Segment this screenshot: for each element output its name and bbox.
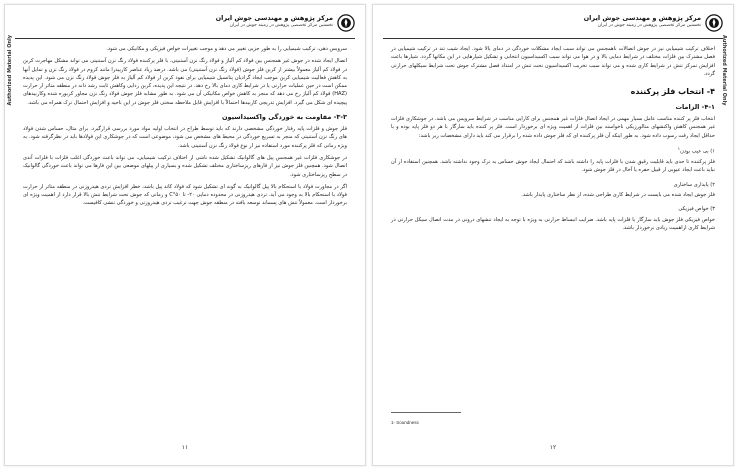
- page-header: [383, 13, 723, 39]
- page-number: ۱۲: [549, 444, 557, 451]
- institute-logo-icon: [337, 14, 355, 32]
- list-item-title: ۲) پایداری ساختاری: [673, 181, 715, 188]
- header-subtitle: نخستین مرکز تخصصی پژوهش در زمینه جوش در ایران: [597, 23, 701, 28]
- paragraph: در جوشکاری فلزات غیر همجنس پیل های گالوانیک تشکیل شده ناشی از اختلاف ترکیب شیمیایی، می تواند باعث خوردگی اغلب فلزات با فلزات آندی اتصال شود. همچنین فلز جوش نیز از فازهای ریزساختاری مختلف تشکیل شده و بسیاری از پیلهای موضعی بین این فازها می تواند باعث خوردگی گالوانیک در سطح ریزساختاری شود.: [23, 154, 347, 178]
- side-label: [7, 35, 17, 106]
- header-org-name: مرکز پژوهش و مهندسی جوش ایران: [215, 14, 333, 22]
- section-heading: ۴- انتخاب فلز پرکننده: [630, 87, 715, 97]
- paragraph: سرویس دهی، ترکیب شیمیایی را به طور جزیی تغییر می دهد و موجب تغییرات خواص فیزیکی و مکانیکی می شود.: [106, 46, 347, 52]
- page-body: [391, 45, 715, 236]
- footnote-divider: [391, 412, 461, 413]
- page-header: [15, 13, 355, 39]
- header-org-name: مرکز پژوهش و مهندسی جوش ایران: [583, 14, 701, 22]
- side-label: [721, 35, 731, 106]
- page-number: ۱۱: [181, 444, 189, 451]
- item-title-text: ۱) بی عیب بودن: [680, 148, 715, 155]
- list-item-title: [391, 146, 715, 156]
- paragraph: انتخاب فلز پر کننده مناسب عامل بسیار مهمی در ایجاد اتصال فلزات غیر همجنس برای کارایی مناسب در شرایط سرویس می باشد. در جوشکاری فلزات غیر همجنس کاهش واکنشهای متالورژیکی ناخواسته بین فلزات از اهمیت ویژه ای برخوردار است. فلز پر کننده باید سازگار با هر دو فلز پایه بوده و با حداقل ایجاد رقت رسوب داده شود. به طور اینکه آن فلز پرکننده ای که فلز جوش داده شده را برقرار می کند باید دارای مشخصات زیر باشد:: [391, 116, 715, 139]
- list-item-body: فلز پرکننده تا حدی باید قابلیت رقیق شدن با فلزات پایه را داشته باشد که احتمال ایجاد جوش حساس به ترک وجود نداشته باشد. همچنین استفاده از آن نباید باعث ایجاد عیوبی از قبیل حفره یا آخال در فلز جوش شود.: [391, 159, 715, 174]
- side-label-text: Authorized Material Only: [721, 35, 727, 106]
- list-item-body: خواص فیزیکی فلز جوش باید سازگار با فلزات پایه باشد. ضرایب انبساط حرارتی به ویژه با توجه به ایجاد تنشهای درونی در مدت اتصال سیکل حرارتی در شرایط کاری ازاهمیت زیادی برخوردار باشد.: [391, 216, 715, 231]
- institute-logo-icon: [705, 14, 723, 32]
- section-heading: ۳-۳- مقاومت به خوردگی واکسیداسیون: [221, 113, 347, 122]
- paragraph: اگر در مجاورت فولاد با استحکام بالا پیل گالوانیک به گونه ای تشکیل شود که فولاد کاتد پیل باشد، خطر افزایش تردی هیدروژنی در منطقه متاثر از حرارت فولاد با استحکام بالا به وجود می آید. تردی هیدروژنی در محدوده دمایی ۲۰- تا ۵۰°C و زمانی که جوش تحت شرایط تنش بالا قرار دارد از اهمیت ویژه ای برخوردار است. معمولاً تنش های پسماند توسعه یافته در منطقه جوش جهت ترغیب تردی هیدروژنی و خوردگی تنشی کافیست.: [23, 183, 347, 207]
- header-subtitle: نخستین مرکز تخصصی پژوهش در زمینه جوش در ایران: [229, 23, 333, 28]
- footnote-marker: ۱: [677, 147, 681, 153]
- paragraph: اتصال ایجاد شده در جوش غیر همجنس بین فولاد کم آلیاژ و فولاد زنگ نزن آستنیتی، با فلز پرکننده فولاد زنگ نزن آستنیتی می تواند مشکل مهاجرت کربن در فولاد کم آلیاژ معمولاً بیشتر از کربن فلز جوش (فولاد زنگ نزن آستنیتی) می باشد. درصد زیاد عناصر کاربیدزا مانند کروم در فولاد زنگ نزن و تمایل آنها به کاهش فعالیت شیمیایی کربن موجب ایجاد گرادیان پتانسیل شیمیایی برای نفوذ کربن از فولاد کم آلیاژ به فلز جوش فولاد زنگ نزن می شود. این پدیده ممکن است در حین عملیات حرارتی یا در شرایط کاری دمای بالا رخ دهد. در نتیجه این پدیده، کربن زدایی وکاهش ثابت رشد دانه در منطقه متاثر از حرارت (HAZ) فولاد کم آلیاژ رخ می دهد که منجر به کاهش خواص مکانیکی آن می شود. به طور مشابه فلز جوش فولاد زنگ نزن مجاور کربوره شده وکاربیدهای پیچیده ای شکل می گیرد. افزایش تدریجی کاربیدها احتمالاً با افزایش قابل ملاحظه سختی فلز جوش در این ناحیه و افزایش احتمال ترک همراه می باشد.: [23, 58, 347, 106]
- subsection-heading: ۴-۱- الزامات: [675, 103, 715, 112]
- paragraph: اختلاف ترکیب شیمیایی نیز در جوش اتصالات ناهمجنس می تواند سبب ایجاد مشکلات خوردگی در دمای بالا شود. ایجاد شیب تند در ترکیب شیمیایی در فصل مشترک بین فلزات مختلف در شرایط دمایی بالا و در هوا می تواند سبب اکسیداسیون انتخابی و تشکیل شیارهایی در این مکانها گردد. شیارها باعث افزایش تمرکز تنش در شرایط کاری شده و می تواند سبب تخریب اکسیداسیون تحت تنش در امتداد فصل مشترک جوش تحت شرایط سیکلهای حرارتی گردد.: [391, 46, 715, 77]
- document-page-left: [4, 4, 366, 466]
- list-item-title: ۳) خواص فیزیکی: [678, 206, 715, 213]
- page-body: [23, 45, 347, 212]
- paragraph: فلز جوش و فلزات پایه رفتار خوردگی مشخصی دارند که باید توسط طراح در انتخاب اولیه مواد مورد بررسی قرارگیرد. برای مثال، حساس شدن فولاد های زنگ نزن آستنیتی که منجر به تسریع خوردگی در محیط های مشخص می شود، موضوعی است که در جوشکاری این فولادها باید در نظرگرفته شود. به ویژه زمانی که فلز پرکننده مورد استفاده نیز از نوع فولاد زنگ نزن آستنیتی باشد.: [23, 126, 347, 149]
- document-page-right: [372, 4, 734, 466]
- side-label-text: Authorized Material Only: [7, 35, 13, 106]
- footnote: 1- Soundness: [391, 420, 419, 425]
- list-item-body: فلز جوش ایجاد شده می بایست در شرایط کاری طراحی شده، از نظر ساختاری پایدار باشد.: [521, 191, 715, 198]
